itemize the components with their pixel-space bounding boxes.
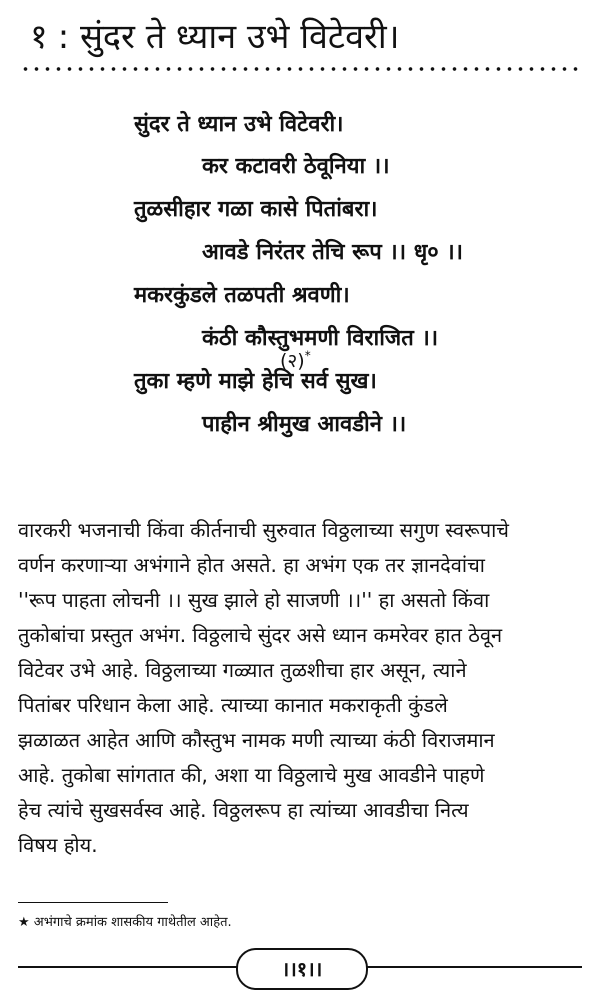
verse-line: आवडे निरंतर तेचि रूप ।। धृ० ।। — [202, 240, 464, 265]
commentary-line: हेच त्यांचे सुखसर्वस्व आहे. विठ्ठलरूप हा त्यांच्या आवडीचा नित्य — [18, 798, 469, 822]
chapter-title — [30, 14, 590, 60]
chapter-heading: : सुंदर ते ध्यान उभे विटेवरी। — [57, 17, 400, 57]
footnote-divider — [18, 902, 168, 903]
abhang-reference — [280, 347, 311, 373]
reference-number: (२) — [280, 350, 305, 372]
verse-line: सुंदर ते ध्यान उभे विटेवरी। — [134, 112, 344, 137]
commentary-line: पितांबर परिधान केला आहे. त्याच्या कानात मकराकृती कुंडले — [18, 693, 448, 717]
footer-rule-left — [18, 966, 238, 968]
chapter-number: १ — [30, 17, 48, 57]
footer-rule-right — [362, 966, 582, 968]
commentary-line: विषय होय. — [18, 833, 98, 857]
commentary-line: विटेवर उभे आहे. विठ्ठलाच्या गळ्यात तुळशीचा हार असून, त्याने — [18, 658, 467, 682]
page-number: ।।१।। — [236, 948, 368, 990]
commentary-line: ''रूप पाहता लोचनी ।। सुख झाले हो साजणी ।।'' हा असतो किंवा — [18, 588, 490, 612]
commentary-line: आहे. तुकोबा सांगतात की, अशा या विठ्ठलाचे मुख आवडीने पाहणे — [18, 763, 485, 787]
footnote-text: ★ अभंगाचे क्रमांक शासकीय गाथेतील आहेत. — [18, 915, 232, 930]
verse-line: कंठी कौस्तुभमणी विराजित ।। — [202, 326, 439, 351]
footnote-marker: * — [304, 348, 311, 363]
verse-line: तुळसीहार गळा कासे पितांबरा। — [134, 197, 378, 222]
commentary-line: झळाळत आहेत आणि कौस्तुभ नामक मणी त्याच्या कंठी विराजमान — [18, 728, 495, 752]
verse-line: कर कटावरी ठेवूनिया ।। — [202, 154, 390, 179]
commentary-line: तुकोबांचा प्रस्तुत अभंग. विठ्ठलाचे सुंदर असे ध्यान कमरेवर हात ठेवून — [18, 623, 503, 647]
verse-line: तुका म्हणे माझे हेचि सर्व सुख। — [134, 369, 377, 394]
commentary-line: वर्णन करणाऱ्या अभंगाने होत असते. हा अभंग एक तर ज्ञानदेवांचा — [18, 553, 485, 577]
commentary-line: वारकरी भजनाची किंवा कीर्तनाची सुरुवात विठ्ठलाच्या सगुण स्वरूपाचे — [18, 518, 509, 542]
verse-line: पाहीन श्रीमुख आवडीने ।। — [202, 412, 407, 437]
verse-line: मकरकुंडले तळपती श्रवणी। — [134, 283, 350, 308]
dotted-divider — [20, 66, 580, 72]
